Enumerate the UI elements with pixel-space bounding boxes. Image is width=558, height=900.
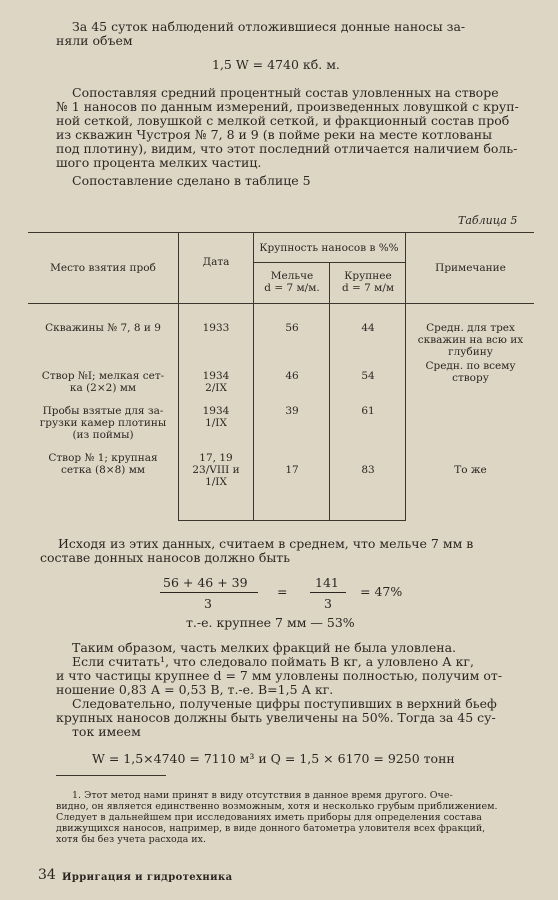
equals-sign: =: [277, 584, 288, 599]
header-size: Крупность наносов в %%: [259, 242, 399, 254]
cell-line: 1934: [202, 370, 230, 382]
fraction-result: = 47%: [360, 584, 403, 599]
fraction-denominator: 3: [204, 596, 212, 611]
row1-note: [407, 322, 534, 358]
table-header-rule: [28, 303, 534, 304]
coarser-percentage: т.-е. крупнее 7 мм — 53%: [186, 615, 355, 630]
column-divider: [253, 232, 254, 520]
row4-note: [407, 464, 534, 476]
row3-finer: 39: [285, 405, 299, 417]
cell-line: скважин на всю их: [417, 334, 524, 346]
fraction2-numerator: 141: [315, 575, 339, 590]
row2-coarser: 54: [361, 370, 375, 382]
cell-line: Скважины № 7, 8 и 9: [45, 322, 161, 334]
text-line: Если считать¹, что следовало поймать В кг, а уловлено А кг,: [72, 654, 474, 669]
cell-line: То же: [454, 464, 487, 476]
footnote-rule: [56, 775, 166, 776]
row3-place: [30, 405, 176, 441]
row2-finer: 46: [285, 370, 299, 382]
cell-line: 1933: [202, 322, 230, 334]
text-line: Следовательно, полученые цифры поступивших в верхний бьеф: [72, 696, 497, 711]
formula-volume: 1,5 W = 4740 кб. м.: [212, 57, 340, 72]
table-reference: Сопоставление сделано в таблице 5: [72, 173, 311, 188]
row4-date: [180, 452, 252, 488]
text-line: шого процента мелких частиц.: [56, 155, 262, 170]
row3-coarser: 61: [361, 405, 375, 417]
cell-line: Створ № 1; крупная: [48, 452, 158, 464]
column-divider: [329, 262, 330, 520]
fraction2-bar: [310, 592, 346, 593]
formula-corrected: W = 1,5×4740 = 7110 м³ и Q = 1,5 × 6170 = 9250 тонн: [92, 751, 455, 766]
cell-line: 1/IX: [205, 476, 227, 488]
row1-date: [180, 322, 252, 334]
paragraph-correction: [56, 641, 530, 739]
table-bottom-rule: [178, 520, 406, 521]
row2-note: [407, 360, 534, 384]
row1-coarser: 44: [361, 322, 375, 334]
fraction-numerator: 56 + 46 + 39: [163, 575, 248, 590]
header-line: Мельче: [270, 270, 314, 282]
paragraph-average: [40, 537, 530, 565]
page-number: 34: [38, 867, 56, 883]
header-finer: [255, 270, 329, 294]
footnote-line: видно, он является единственно возможным, хотя и несколько грубым приближением.: [56, 801, 498, 812]
footnote-line: движущихся наносов, например, в виде донного батометра уловителя всех фракций,: [56, 823, 486, 834]
text-line: крупных наносов должны быть увеличены на 50%. Тогда за 45 су-: [56, 710, 496, 725]
cell-line: ка (2×2) мм: [69, 382, 137, 394]
footnote-line: хотя бы без учета расхода их.: [56, 834, 207, 845]
text-line: Исходя из этих данных, считаем в среднем, что мельче 7 мм в: [58, 536, 474, 551]
column-divider: [405, 232, 406, 520]
row1-place: [30, 322, 176, 334]
header-line: d = 7 м/м.: [264, 282, 320, 294]
row2-place: [30, 370, 176, 394]
text-line: Таким образом, часть мелких фракций не была уловлена.: [72, 640, 457, 655]
header-line: d = 7 м/м: [341, 282, 395, 294]
cell-line: Средн. для трех: [426, 322, 515, 334]
row2-date: [180, 370, 252, 394]
cell-line: глубину: [448, 346, 493, 358]
cell-line: 23/VIII и: [192, 464, 240, 476]
table-caption: Таблица 5: [458, 214, 518, 227]
journal-name: Ирригация и гидротехника: [62, 872, 233, 883]
footnote-line: 1. Этот метод нами принят в виду отсутствия в данное время другого. Оче-: [72, 790, 453, 801]
text-line: За 45 суток наблюдений отложившиеся донные наносы за-: [72, 19, 466, 34]
header-note: Примечание: [435, 262, 506, 274]
text-line: составе донных наносов должно быть: [40, 550, 291, 565]
text-line: Сопоставляя средний процентный состав уловленных на створе: [72, 85, 499, 100]
footnote-line: Следует в дальнейшем при исследованиях иметь приборы для определения состава: [56, 812, 482, 823]
header-coarser: [331, 270, 405, 294]
cell-line: 17, 19: [199, 452, 233, 464]
cell-line: грузки камер плотины: [39, 417, 167, 429]
fraction2-denominator: 3: [324, 596, 332, 611]
header-date: Дата: [202, 256, 230, 268]
cell-line: створу: [452, 372, 489, 384]
cell-line: Пробы взятые для за-: [42, 405, 164, 417]
table-top-rule: [28, 232, 534, 233]
row3-date: [180, 405, 252, 429]
intro-paragraph: [56, 19, 528, 48]
cell-line: 1/IX: [205, 417, 227, 429]
cell-line: 2/IX: [205, 382, 227, 394]
text-line: ной сеткой, ловушкой с мелкой сеткой, и фракционный состав проб: [56, 113, 510, 128]
cell-line: (из поймы): [72, 429, 134, 441]
footnote: [56, 790, 530, 845]
cell-line: Створ №I; мелкая сет-: [41, 370, 165, 382]
text-line: из скважин Чустроя № 7, 8 и 9 (в пойме реки на месте котлованы: [56, 127, 493, 142]
paragraph-comparison: [56, 86, 526, 170]
row4-finer: 17: [285, 464, 299, 476]
column-divider: [178, 232, 179, 520]
row4-place: [30, 452, 176, 476]
cell-line: Средн. по всему: [425, 360, 516, 372]
text-line: ток имеем: [72, 724, 141, 739]
cell-line: 1934: [202, 405, 230, 417]
text-line: № 1 наносов по данным измерений, произведенных ловушкой с круп-: [56, 99, 519, 114]
cell-line: сетка (8×8) мм: [60, 464, 146, 476]
text-line: и что частицы крупнее d = 7 мм уловлены полностью, получим от-: [56, 668, 503, 683]
text-line: няли объем: [56, 33, 133, 48]
header-line: Крупнее: [344, 270, 392, 282]
text-line: под плотину), видим, что этот последний отличается наличием боль-: [56, 141, 518, 156]
fraction-bar: [160, 592, 258, 593]
text-line: ношение 0,83 А = 0,53 В, т.-е. В=1,5 А кг.: [56, 682, 334, 697]
row1-finer: 56: [285, 322, 299, 334]
header-place: Место взятия проб: [50, 262, 156, 274]
row4-coarser: 83: [361, 464, 375, 476]
